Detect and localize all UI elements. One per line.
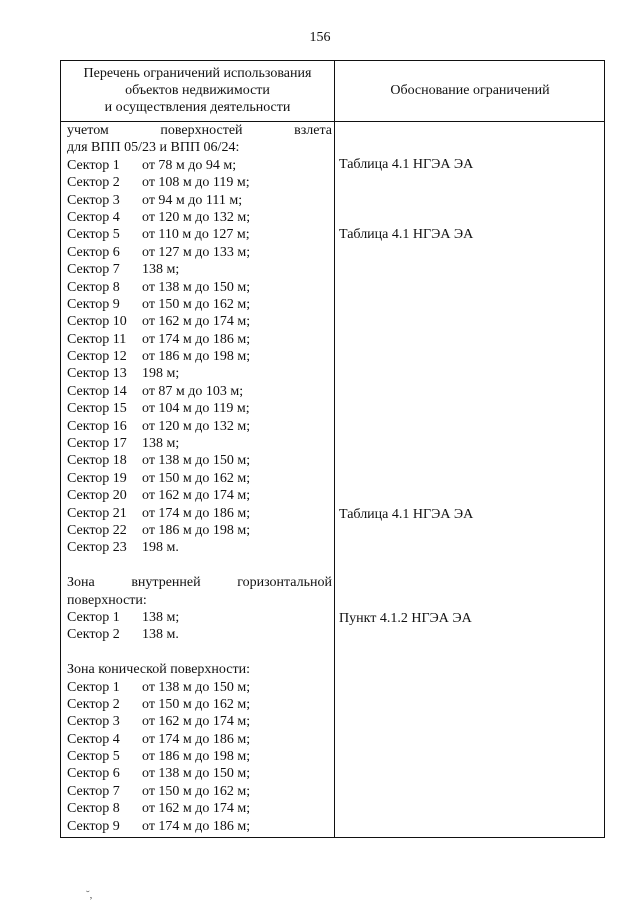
sector-range: от 162 м до 174 м; [142, 488, 251, 504]
sector-range: 138 м; [142, 609, 180, 625]
sector-name: Сектор 13 [67, 366, 127, 382]
sector-name: Сектор 19 [67, 470, 127, 486]
sector-name: Сектор 23 [67, 540, 127, 556]
sector-row [67, 418, 332, 435]
sector-row [67, 800, 332, 817]
sector-name: Сектор 5 [67, 227, 120, 243]
sector-row [67, 679, 332, 696]
inner-zone-line-2: поверхности: [67, 592, 147, 608]
sector-name: Сектор 20 [67, 488, 127, 504]
sector-name: Сектор 11 [67, 331, 127, 347]
sector-row [67, 157, 332, 174]
sector-range: от 186 м до 198 м; [142, 349, 251, 365]
sector-name: Сектор 12 [67, 349, 127, 365]
sector-range: от 138 м до 150 м; [142, 279, 251, 295]
intro-word: учетом [67, 123, 109, 138]
header-left-line-2: объектов недвижимости [125, 83, 270, 98]
inner-zone-word: Зона [67, 575, 95, 591]
sector-name: Сектор 14 [67, 383, 127, 399]
header-left-line-3: и осуществления деятельности [104, 100, 291, 115]
sector-name: Сектор 7 [67, 262, 120, 278]
takeoff-sector-list [67, 157, 332, 557]
spacer [67, 644, 332, 661]
sector-row [67, 435, 332, 452]
sector-row [67, 487, 332, 504]
sector-row [67, 522, 332, 539]
sector-name: Сектор 4 [67, 731, 120, 747]
sector-name: Сектор 17 [67, 436, 127, 452]
sector-range: от 94 м до 111 м; [142, 192, 243, 208]
header-right: Обоснование ограничений [390, 83, 550, 98]
sector-range: 138 м. [142, 627, 179, 643]
sector-range: от 150 м до 162 м; [142, 470, 251, 486]
sector-name: Сектор 2 [67, 696, 120, 712]
sector-name: Сектор 6 [67, 766, 120, 782]
sector-range: от 87 м до 103 м; [142, 383, 244, 399]
sector-range: от 162 м до 174 м; [142, 801, 251, 817]
sector-row [67, 818, 332, 835]
sector-row [67, 748, 332, 765]
inner-zone-word: внутренней [131, 575, 201, 591]
sector-row [67, 383, 332, 400]
sector-name: Сектор 1 [67, 679, 120, 695]
sector-range: от 174 м до 186 м; [142, 331, 251, 347]
sector-name: Сектор 18 [67, 453, 127, 469]
sector-name: Сектор 1 [67, 157, 120, 173]
sector-row [67, 261, 332, 278]
sector-name: Сектор 6 [67, 244, 120, 260]
sector-row [67, 279, 332, 296]
sector-name: Сектор 15 [67, 401, 127, 417]
sector-row [67, 209, 332, 226]
intro-word: поверхностей [160, 123, 243, 138]
sector-range: от 104 м до 119 м; [142, 401, 250, 417]
sector-row [67, 244, 332, 261]
sector-row [67, 348, 332, 365]
justification-2: Таблица 4.1 НГЭА ЭА [339, 227, 474, 242]
sector-range: от 186 м до 198 м; [142, 522, 251, 538]
header-left [61, 65, 334, 116]
intro-word: взлета [294, 123, 332, 138]
sector-row [67, 174, 332, 191]
conical-sector-list [67, 679, 332, 836]
column-divider [334, 61, 335, 837]
conical-zone-title: Зона конической поверхности: [67, 662, 250, 678]
inner-zone-line-1 [67, 574, 332, 591]
sector-range: от 186 м до 198 м; [142, 749, 251, 765]
sector-row [67, 226, 332, 243]
sector-row [67, 626, 332, 643]
sector-range: от 108 м до 119 м; [142, 175, 250, 191]
sector-name: Сектор 8 [67, 279, 120, 295]
sector-range: 198 м; [142, 366, 180, 382]
sector-row [67, 713, 332, 730]
sector-row [67, 365, 332, 382]
sector-row [67, 400, 332, 417]
sector-name: Сектор 4 [67, 209, 120, 225]
sector-range: от 150 м до 162 м; [142, 783, 251, 799]
intro-line-2: для ВПП 05/23 и ВПП 06/24: [67, 140, 240, 156]
sector-name: Сектор 3 [67, 714, 120, 730]
restrictions-table [60, 60, 605, 838]
sector-row [67, 609, 332, 626]
header-left-line-1: Перечень ограничений использования [83, 66, 312, 81]
sector-name: Сектор 3 [67, 192, 120, 208]
sector-range: от 174 м до 186 м; [142, 731, 251, 747]
sector-range: от 138 м до 150 м; [142, 453, 251, 469]
sector-range: 138 м; [142, 436, 180, 452]
sector-range: от 110 м до 127 м; [142, 227, 250, 243]
sector-range: от 120 м до 132 м; [142, 418, 251, 434]
sector-row [67, 192, 332, 209]
sector-name: Сектор 5 [67, 749, 120, 765]
sector-name: Сектор 8 [67, 801, 120, 817]
sector-name: Сектор 9 [67, 818, 120, 834]
sector-row [67, 452, 332, 469]
sector-row [67, 783, 332, 800]
sector-name: Сектор 9 [67, 296, 120, 312]
sector-range: от 174 м до 186 м; [142, 818, 251, 834]
sector-range: 198 м. [142, 540, 179, 556]
sector-row [67, 696, 332, 713]
inner-zone-word: горизонтальной [237, 575, 332, 591]
sector-range: 138 м; [142, 262, 180, 278]
sector-row [67, 765, 332, 782]
sector-name: Сектор 22 [67, 522, 127, 538]
margin-mark: ˘, [86, 889, 93, 901]
justification-1: Таблица 4.1 НГЭА ЭА [339, 157, 474, 172]
justification-4: Пункт 4.1.2 НГЭА ЭА [339, 611, 472, 626]
sector-name: Сектор 10 [67, 314, 127, 330]
sector-range: от 127 м до 133 м; [142, 244, 251, 260]
sector-name: Сектор 21 [67, 505, 127, 521]
sector-row [67, 331, 332, 348]
sector-name: Сектор 2 [67, 175, 120, 191]
sector-row [67, 731, 332, 748]
sector-range: от 162 м до 174 м; [142, 714, 251, 730]
page-number: 156 [309, 30, 331, 45]
sector-range: от 162 м до 174 м; [142, 314, 251, 330]
sector-name: Сектор 1 [67, 609, 120, 625]
sector-range: от 150 м до 162 м; [142, 696, 251, 712]
intro-line-1 [67, 122, 332, 139]
sector-range: от 150 м до 162 м; [142, 296, 251, 312]
sector-row [67, 505, 332, 522]
sector-range: от 120 м до 132 м; [142, 209, 251, 225]
sector-range: от 174 м до 186 м; [142, 505, 251, 521]
spacer [67, 557, 332, 574]
sector-name: Сектор 7 [67, 783, 120, 799]
sector-row [67, 470, 332, 487]
sector-range: от 138 м до 150 м; [142, 679, 251, 695]
inner-sector-list [67, 609, 332, 644]
sector-name: Сектор 2 [67, 627, 120, 643]
sector-row [67, 313, 332, 330]
sector-range: от 138 м до 150 м; [142, 766, 251, 782]
sector-row [67, 539, 332, 556]
sector-name: Сектор 16 [67, 418, 127, 434]
restrictions-list [67, 122, 332, 835]
sector-range: от 78 м до 94 м; [142, 157, 237, 173]
sector-row [67, 296, 332, 313]
justification-3: Таблица 4.1 НГЭА ЭА [339, 507, 474, 522]
